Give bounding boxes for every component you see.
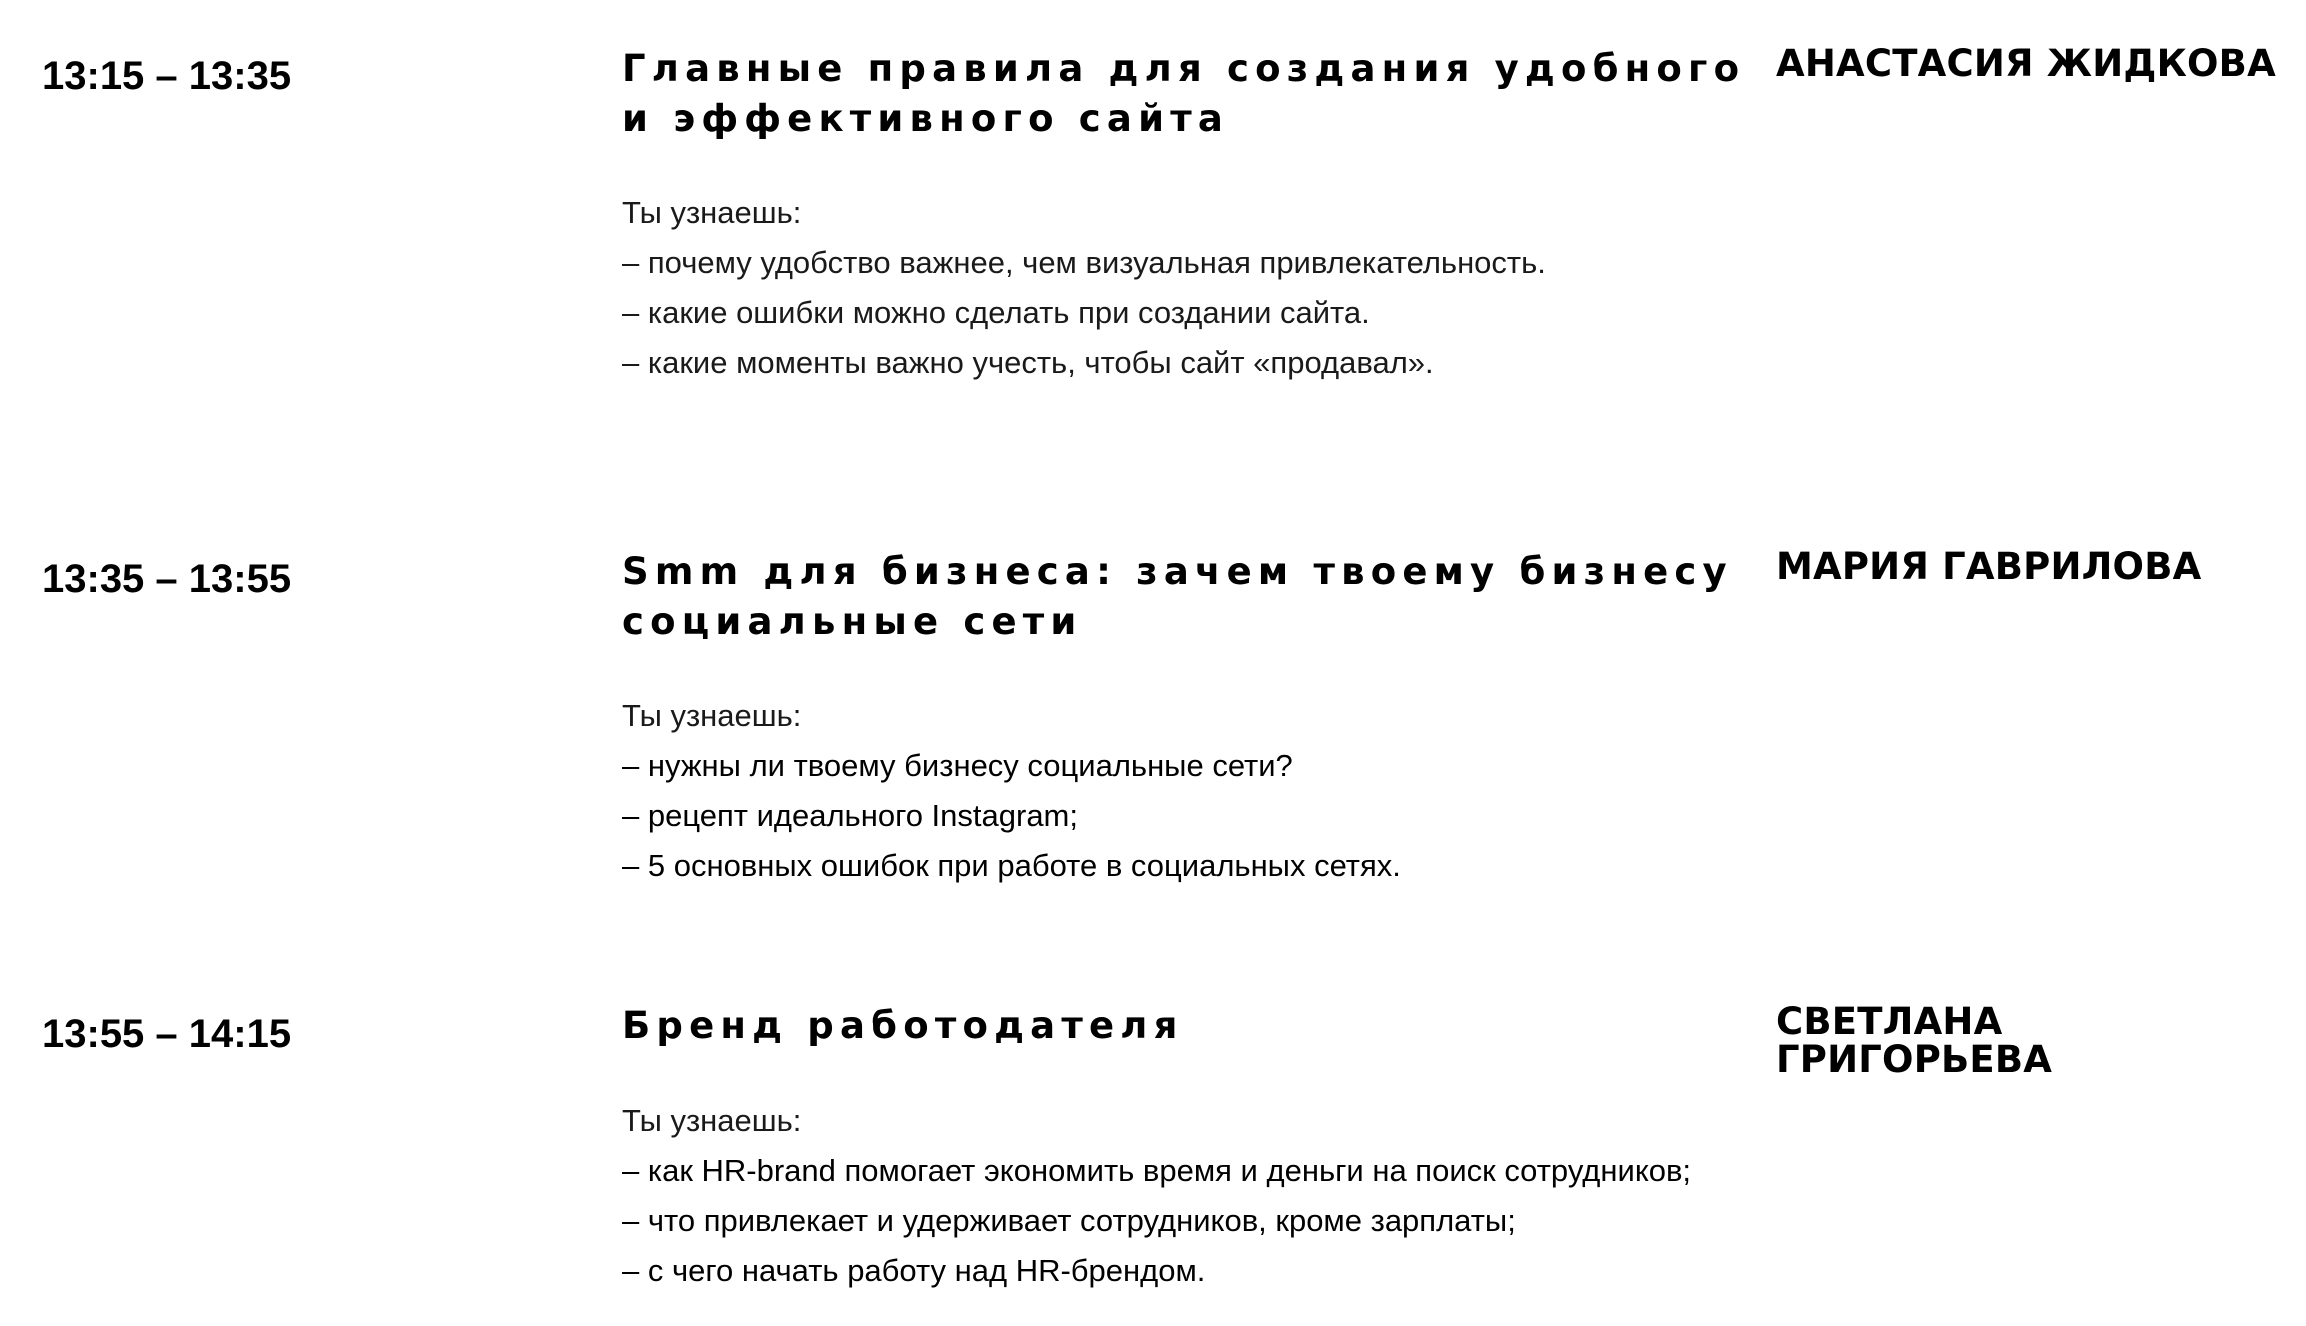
speaker-name: АНАСТАСИЯ ЖИДКОВА bbox=[1776, 42, 2276, 85]
session-intro: Ты узнаешь: bbox=[622, 698, 802, 733]
bullet-item: – с чего начать работу над HR-брендом. bbox=[622, 1253, 1206, 1288]
speaker-name: МАРИЯ ГАВРИЛОВА bbox=[1776, 545, 2202, 588]
session-intro: Ты узнаешь: bbox=[622, 195, 802, 230]
bullet-item: – почему удобство важнее, чем визуальная привлекательность. bbox=[622, 245, 1546, 280]
bullet-item: – нужны ли твоему бизнесу социальные сети? bbox=[622, 748, 1293, 783]
session-bullets bbox=[622, 238, 1546, 388]
session-time: 13:55 – 14:15 bbox=[42, 1012, 292, 1056]
session-title: Smm для бизнеса: зачем твоему бизнесу социальные сети bbox=[622, 550, 1733, 643]
bullet-item: – какие ошибки можно сделать при создании сайта. bbox=[622, 295, 1370, 330]
session-title: Бренд работодателя bbox=[622, 1004, 1184, 1047]
session-bullets bbox=[622, 741, 1401, 891]
speaker-name: СВЕТЛАНА ГРИГОРЬЕВА bbox=[1776, 1000, 2053, 1081]
bullet-item: – 5 основных ошибок при работе в социальных сетях. bbox=[622, 848, 1401, 883]
session-intro: Ты узнаешь: bbox=[622, 1103, 802, 1138]
bullet-item: – как HR-brand помогает экономить время и деньги на поиск сотрудников; bbox=[622, 1153, 1692, 1188]
bullet-item: – какие моменты важно учесть, чтобы сайт «продавал». bbox=[622, 345, 1434, 380]
bullet-item: – рецепт идеального Instagram; bbox=[622, 798, 1078, 833]
session-time: 13:15 – 13:35 bbox=[42, 54, 292, 98]
session-bullets bbox=[622, 1146, 1691, 1296]
session-title: Главные правила для создания удобного и эффективного сайта bbox=[622, 47, 1746, 140]
bullet-item: – что привлекает и удерживает сотрудников, кроме зарплаты; bbox=[622, 1203, 1516, 1238]
session-time: 13:35 – 13:55 bbox=[42, 557, 292, 601]
